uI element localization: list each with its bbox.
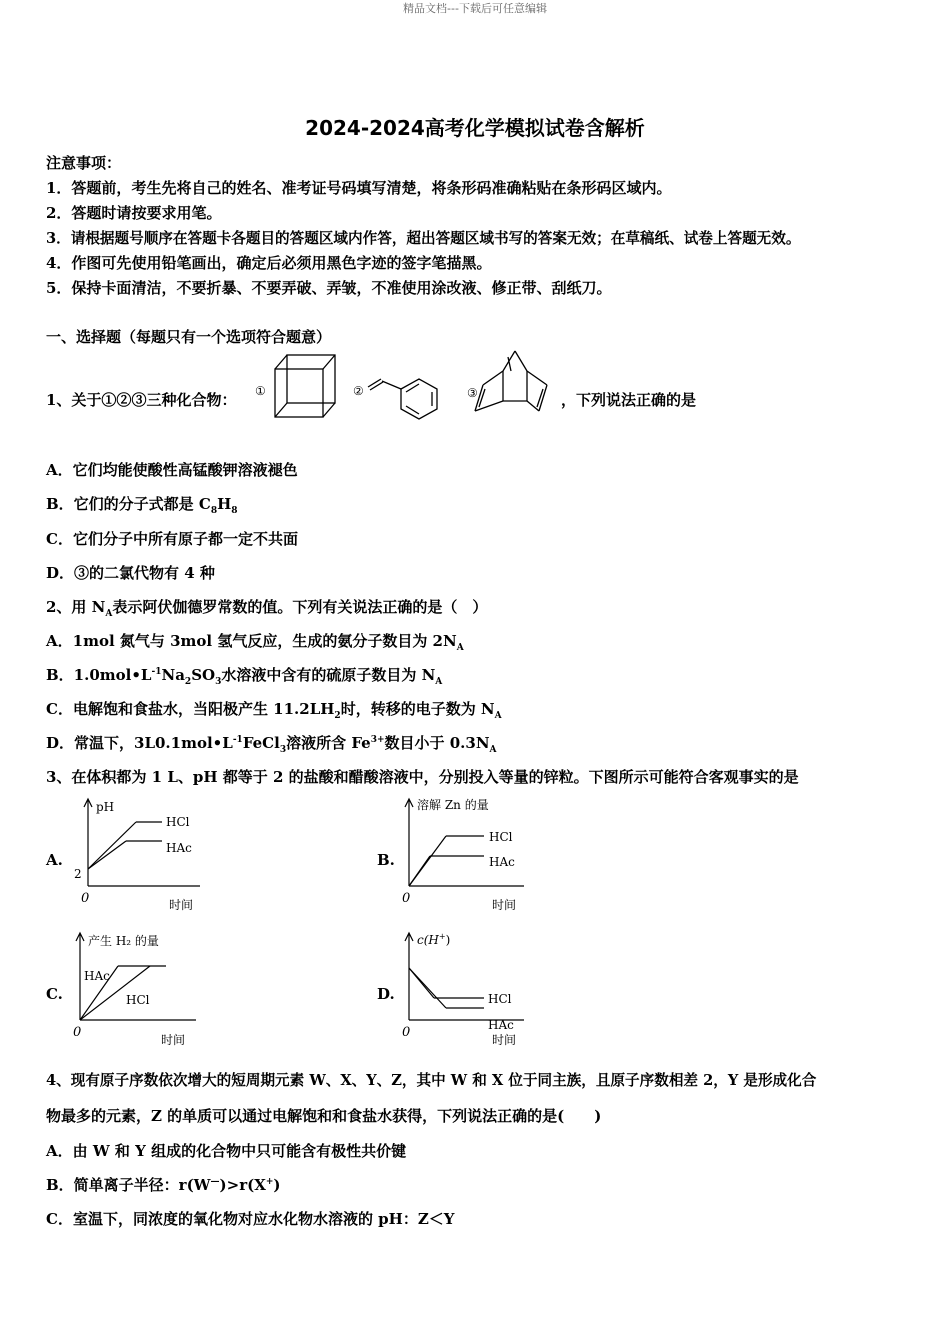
page-title: 2024-2024高考化学模拟试卷含解析 — [305, 116, 645, 140]
q3-graph-c — [62, 928, 212, 1050]
graph-b-ylabel: 溶解 Zn 的量 — [417, 798, 489, 812]
note-item: 1．答题前，考生先将自己的姓名、准考证号码填写清楚，将条形码准确粘贴在条形码区域内。 — [46, 179, 672, 197]
graph-b-xlabel: 时间 — [492, 898, 517, 912]
q1-stem-end: ，下列说法正确的是 — [561, 391, 697, 409]
note-item: 4．作图可先使用铅笔画出，确定后必须用黑色字迹的签字笔描黑。 — [46, 254, 492, 272]
graph-c-series2: HCl — [126, 993, 150, 1007]
q3-stem: 3、在体积都为 1 L、pH 都等于 2 的盐酸和醋酸溶液中，分别投入等量的锌粒。下图所示可能符合客观事实的是 — [46, 768, 799, 786]
graph-c-ylabel: 产生 H₂ 的量 — [88, 934, 159, 948]
q4-stem-line1: 4、现有原子序数依次增大的短周期元素 W、X、Y、Z，其中 W 和 X 位于同主族，且原子序数相差 2，Y 是形成化合 — [46, 1072, 817, 1089]
q4-option-b: B．简单离子半径：r(W—)>r(X+) — [46, 1176, 281, 1194]
note-item: 5．保持卡面清洁，不要折暴、不要弄破、弄皱，不准使用涂改液、修正带、刮纸刀。 — [46, 279, 612, 297]
graph-b-series1: HCl — [489, 830, 513, 844]
graph-a-series1: HCl — [166, 815, 190, 829]
q4-option-c: C．室温下，同浓度的氧化物对应水化物水溶液的 pH：Z＜Y — [46, 1210, 455, 1228]
graph-a-origin: 0 — [81, 891, 90, 906]
q3-graph-b — [388, 794, 538, 916]
q2-option-b: B．$1.0mol•L^{-1}Na_2SO_3$水溶液中含有的硫原子数目为 $N_A$ — [46, 666, 443, 687]
graph-c-series1: HAc — [84, 969, 110, 983]
q3-graph-d — [390, 928, 540, 1050]
q1-option-a: A．它们均能使酸性高锰酸钾溶液褪色 — [46, 461, 298, 479]
styrene-structure — [368, 379, 437, 419]
graph-d-series2: HAc — [488, 1018, 514, 1032]
bicyclic-structure — [475, 351, 547, 411]
q3-option-c-label: C. — [46, 985, 63, 1003]
page-header: 精品文档---下载后可任意编辑 — [403, 2, 547, 15]
q3-graph-a — [66, 794, 216, 916]
q2-option-a: A．1mol 氮气与 3mol 氢气反应，生成的氨分子数目为 $2N_A$ — [46, 632, 464, 653]
q3-option-d-label: D. — [377, 985, 395, 1003]
graph-c-origin: 0 — [73, 1025, 82, 1040]
graph-d-ylabel: c(H+) — [417, 932, 451, 947]
q1-stem-start: 1、关于①②③三种化合物： — [46, 391, 237, 409]
graph-c-xlabel: 时间 — [161, 1033, 186, 1047]
q1-structures — [253, 347, 565, 423]
q1-option-c: C．它们分子中所有原子都一定不共面 — [46, 530, 298, 548]
q3-option-b-label: B. — [377, 851, 395, 869]
graph-a-tick: 2 — [74, 867, 82, 881]
mol-1-label: ① — [255, 384, 266, 398]
graph-a-series2: HAc — [166, 841, 192, 855]
graph-a-xlabel: 时间 — [169, 898, 194, 912]
graph-d-series1: HCl — [488, 992, 512, 1006]
note-item: 3．请根据题号顺序在答题卡各题目的答题区域内作答，超出答题区域书写的答案无效；在草稿纸、试卷上答题无效。 — [46, 230, 801, 247]
mol-2-label: ② — [353, 384, 364, 398]
q1-option-b: B．它们的分子式都是 $C_8H_8$ — [46, 495, 238, 516]
graph-d-origin: 0 — [402, 1025, 411, 1040]
section-heading: 一、选择题（每题只有一个选项符合题意） — [46, 328, 332, 346]
note-item: 2．答题时请按要求用笔。 — [46, 204, 222, 222]
q2-option-c: C．电解饱和食盐水，当阳极产生 $11.2LH_2$时，转移的电子数为 $N_A$ — [46, 700, 502, 721]
cubane-structure — [275, 355, 335, 417]
graph-b-series2: HAc — [489, 855, 515, 869]
q2-option-d: D．常温下，$3L0.1mol•L^{-1}FeCl_3$溶液所含 $Fe^{3+}$数目小于 $0.3N_A$ — [46, 734, 497, 755]
q3-option-a-label: A. — [46, 851, 63, 869]
q1-option-d: D．③的二氯代物有 4 种 — [46, 564, 215, 582]
notes-heading: 注意事项： — [46, 154, 122, 172]
q4-stem-line2: 物最多的元素，Z 的单质可以通过电解饱和和食盐水获得，下列说法正确的是( ) — [46, 1107, 602, 1125]
graph-a-ylabel: pH — [96, 800, 115, 814]
graph-d-xlabel: 时间 — [492, 1033, 517, 1047]
graph-b-origin: 0 — [402, 891, 411, 906]
mol-3-label: ③ — [467, 386, 478, 400]
q2-stem: 2、用 $N_A$表示阿伏伽德罗常数的值。下列有关说法正确的是（ ） — [46, 598, 488, 619]
q4-option-a: A．由 W 和 Y 组成的化合物中只可能含有极性共价键 — [46, 1142, 407, 1160]
